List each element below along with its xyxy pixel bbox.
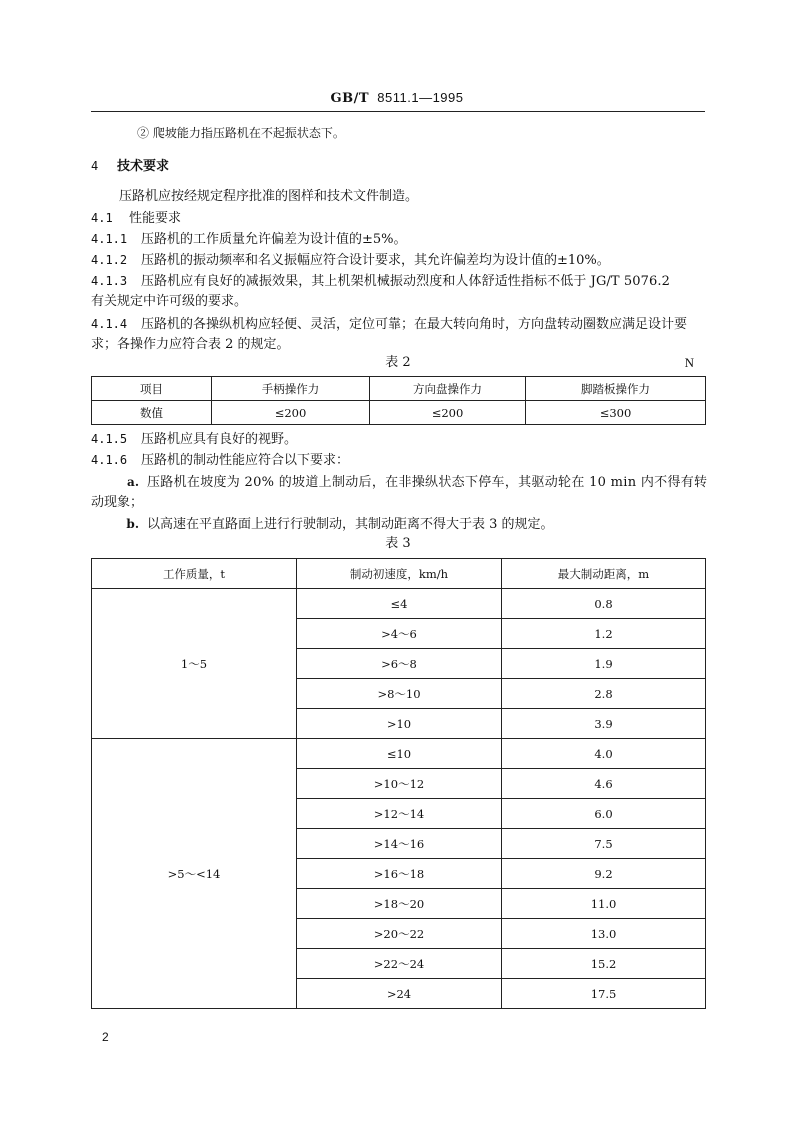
- item-b: [91, 513, 705, 536]
- clause-number: 4.1.6: [91, 453, 128, 467]
- section-4-title: 技术要求: [117, 159, 170, 174]
- speed-cell: ≤10: [297, 739, 502, 769]
- speed-cell: >12～14: [297, 799, 502, 829]
- distance-cell: 4.0: [502, 739, 706, 769]
- section-41-heading: [91, 207, 705, 230]
- clause-4-1-3-cont: 有关规定中许可级的要求。: [91, 294, 248, 309]
- distance-cell: 15.2: [502, 949, 706, 979]
- clause-number: 4.1.2: [91, 253, 128, 267]
- mass-cell: >5～<14: [92, 739, 297, 1009]
- speed-cell: >10: [297, 709, 502, 739]
- clause-number: 4.1.5: [91, 432, 128, 446]
- clause-4-1-6: [91, 449, 705, 472]
- clause-4-1-2: [91, 249, 705, 272]
- standard-code: GB/T: [330, 91, 370, 106]
- speed-cell: >8～10: [297, 679, 502, 709]
- table-header-cell: 项目: [92, 377, 212, 401]
- clause-4-1-4-cont: 求；各操作力应符合表 2 的规定。: [91, 337, 290, 352]
- speed-cell: >16～18: [297, 859, 502, 889]
- distance-cell: 2.8: [502, 679, 706, 709]
- table-header-cell: 工作质量，t: [92, 559, 297, 589]
- distance-cell: 11.0: [502, 889, 706, 919]
- header-rule: [91, 111, 705, 112]
- distance-cell: 7.5: [502, 829, 706, 859]
- running-header: [0, 90, 794, 106]
- item-marker: b.: [126, 517, 139, 531]
- item-a: [91, 471, 708, 494]
- speed-cell: >4～6: [297, 619, 502, 649]
- distance-cell: 17.5: [502, 979, 706, 1009]
- section-4-number: 4: [91, 159, 99, 173]
- speed-cell: >20～22: [297, 919, 502, 949]
- clause-text: 压路机的工作质量允许偏差为设计值的±5%。: [141, 232, 407, 247]
- table-header-cell: 制动初速度，km/h: [297, 559, 502, 589]
- distance-cell: 1.2: [502, 619, 706, 649]
- clause-4-1-5: [91, 428, 705, 451]
- table-row: [92, 739, 706, 769]
- speed-cell: >24: [297, 979, 502, 1009]
- table-cell: ≤300: [526, 401, 706, 425]
- table-3-caption: 表 3: [385, 536, 411, 551]
- speed-cell: >22～24: [297, 949, 502, 979]
- footnote-text: ② 爬坡能力指压路机在不起振状态下。: [137, 126, 345, 140]
- table-cell: 数值: [92, 401, 212, 425]
- clause-number: 4.1.3: [91, 274, 128, 288]
- item-text: 压路机在坡度为 20% 的坡道上制动后，在非操纵状态下停车，其驱动轮在 10 min 内不得有转: [147, 475, 708, 490]
- table-cell: ≤200: [370, 401, 526, 425]
- footnote-line: [91, 122, 705, 145]
- section-4-heading: [91, 155, 705, 178]
- speed-cell: >6～8: [297, 649, 502, 679]
- table-3-body: [92, 589, 706, 1009]
- distance-cell: 1.9: [502, 649, 706, 679]
- standard-number: 8511.1—1995: [377, 90, 464, 105]
- distance-cell: 4.6: [502, 769, 706, 799]
- distance-cell: 3.9: [502, 709, 706, 739]
- section-41-title: 性能要求: [129, 211, 182, 226]
- clause-text: 压路机的各操纵机构应轻便、灵活，定位可靠；在最大转向角时，方向盘转动圈数应满足设计要: [141, 317, 688, 332]
- page-number: 2: [102, 1030, 109, 1044]
- table-header-cell: 方向盘操作力: [370, 377, 526, 401]
- clause-number: 4.1.4: [91, 317, 128, 331]
- table-row: [92, 589, 706, 619]
- item-text: 以高速在平直路面上进行行驶制动，其制动距离不得大于表 3 的规定。: [147, 517, 554, 532]
- speed-cell: >10～12: [297, 769, 502, 799]
- table-header-cell: 最大制动距离，m: [502, 559, 706, 589]
- distance-cell: 9.2: [502, 859, 706, 889]
- clause-text: 压路机应有良好的减振效果，其上机架机械振动烈度和人体舒适性指标不低于 JG/T 5076.2: [141, 274, 670, 289]
- clause-4-1-1: [91, 228, 705, 251]
- clause-text: 压路机的振动频率和名义振幅应符合设计要求，其允许偏差均为设计值的±10%。: [141, 253, 610, 268]
- table-3: [91, 558, 706, 1009]
- clause-number: 4.1.1: [91, 232, 128, 246]
- speed-cell: >14～16: [297, 829, 502, 859]
- mass-cell: 1～5: [92, 589, 297, 739]
- table-2-unit: N: [684, 355, 694, 370]
- table-2: [91, 376, 706, 425]
- item-marker: a.: [127, 475, 139, 489]
- item-a-cont: 动现象；: [91, 495, 144, 510]
- clause-text: 压路机的制动性能应符合以下要求：: [141, 453, 350, 468]
- distance-cell: 6.0: [502, 799, 706, 829]
- table-2-caption: 表 2: [385, 355, 411, 370]
- clause-4-1-4: [91, 313, 705, 336]
- table-cell: ≤200: [212, 401, 370, 425]
- distance-cell: 13.0: [502, 919, 706, 949]
- clause-text: 压路机应具有良好的视野。: [141, 432, 298, 447]
- speed-cell: >18～20: [297, 889, 502, 919]
- table-header-cell: 手柄操作力: [212, 377, 370, 401]
- section-4-intro: 压路机应按经规定程序批准的图样和技术文件制造。: [119, 189, 419, 204]
- table-header-cell: 脚踏板操作力: [526, 377, 706, 401]
- clause-4-1-3: [91, 270, 705, 293]
- distance-cell: 0.8: [502, 589, 706, 619]
- speed-cell: ≤4: [297, 589, 502, 619]
- section-41-number: 4.1: [91, 211, 113, 225]
